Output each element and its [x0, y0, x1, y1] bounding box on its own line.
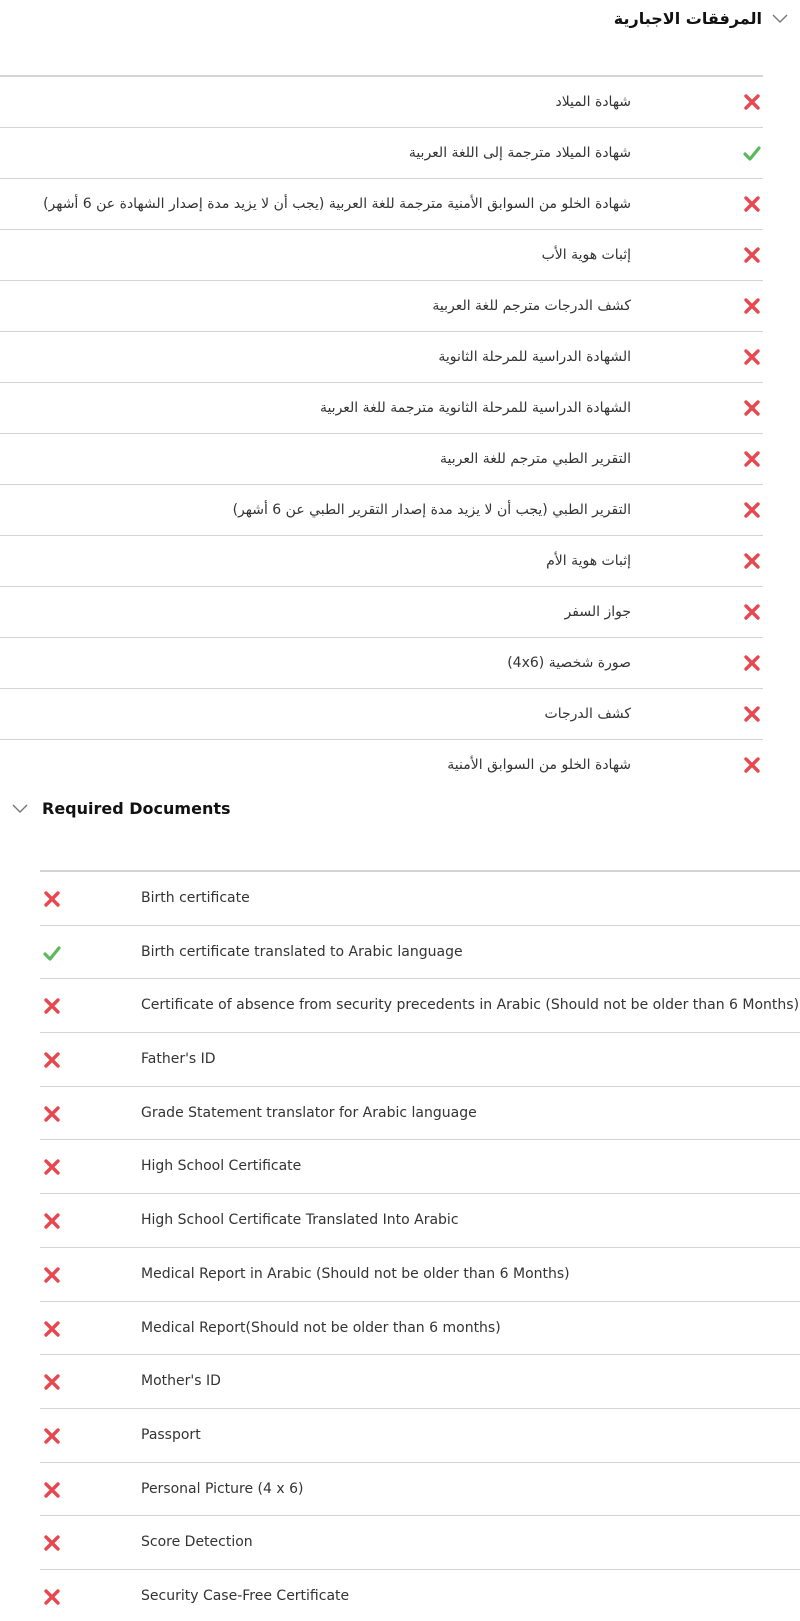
document-list-arabic: [0, 75, 763, 791]
document-label: Medical Report in Arabic (Should not be older than 6 Months): [141, 1265, 570, 1282]
cross-icon: [42, 1372, 62, 1392]
cross-icon: [742, 347, 762, 367]
document-label: صورة شخصية (4x6): [507, 655, 631, 671]
cross-icon: [742, 755, 762, 775]
list-item[interactable]: [40, 1033, 800, 1087]
document-label: Mother's ID: [141, 1373, 221, 1390]
cross-icon: [42, 1319, 62, 1339]
list-item[interactable]: [0, 281, 763, 332]
document-label: الشهادة الدراسية للمرحلة الثانوية: [438, 349, 631, 365]
document-list-english: [40, 870, 800, 1621]
cross-icon: [42, 889, 62, 909]
document-label: التقرير الطبي مترجم للغة العربية: [440, 451, 631, 467]
required-documents-section: [0, 790, 800, 1621]
chevron-down-icon[interactable]: [10, 798, 30, 818]
list-item[interactable]: [0, 638, 763, 689]
chevron-down-icon[interactable]: [770, 8, 790, 28]
document-label: الشهادة الدراسية للمرحلة الثانوية مترجمة للغة العربية: [319, 400, 631, 416]
document-label: كشف الدرجات مترجم للغة العربية: [432, 298, 631, 314]
list-item[interactable]: [40, 1409, 800, 1463]
cross-icon: [742, 245, 762, 265]
cross-icon: [42, 1533, 62, 1553]
list-item[interactable]: [0, 587, 763, 638]
cross-icon: [742, 602, 762, 622]
cross-icon: [42, 1426, 62, 1446]
list-item[interactable]: [0, 740, 763, 791]
list-item[interactable]: [0, 485, 763, 536]
cross-icon: [42, 1157, 62, 1177]
cross-icon: [742, 653, 762, 673]
section-title-english: Required Documents: [42, 798, 231, 818]
cross-icon: [742, 92, 762, 112]
list-item[interactable]: [0, 434, 763, 485]
document-label: Grade Statement translator for Arabic language: [141, 1104, 477, 1121]
cross-icon: [742, 449, 762, 469]
cross-icon: [742, 398, 762, 418]
list-item[interactable]: [40, 1463, 800, 1517]
document-label: شهادة الخلو من السوابق الأمنية مترجمة للغة العربية (يجب أن لا يزيد مدة إصدار الشهادة عن 6 أشهر): [43, 196, 631, 212]
cross-icon: [42, 1265, 62, 1285]
list-item[interactable]: [40, 1248, 800, 1302]
list-item[interactable]: [0, 230, 763, 281]
document-label: التقرير الطبي (يجب أن لا يزيد مدة إصدار التقرير الطبي عن 6 أشهر): [232, 502, 631, 518]
list-item[interactable]: [0, 128, 763, 179]
cross-icon: [742, 296, 762, 316]
document-label: Medical Report(Should not be older than 6 months): [141, 1319, 501, 1336]
cross-icon: [42, 1480, 62, 1500]
list-item[interactable]: [0, 77, 763, 128]
list-item[interactable]: [40, 1087, 800, 1141]
list-item[interactable]: [0, 179, 763, 230]
list-item[interactable]: [40, 1140, 800, 1194]
list-item[interactable]: [40, 979, 800, 1033]
document-label: High School Certificate: [141, 1158, 302, 1175]
list-item[interactable]: [40, 1516, 800, 1570]
document-label: إثبات هوية الأب: [541, 247, 631, 263]
document-label: شهادة الخلو من السوابق الأمنية: [447, 757, 631, 773]
cross-icon: [42, 1104, 62, 1124]
document-label: Birth certificate translated to Arabic language: [141, 943, 463, 960]
check-icon: [42, 943, 62, 963]
document-label: Passport: [141, 1426, 201, 1443]
document-label: Birth certificate: [141, 890, 250, 906]
list-item[interactable]: [40, 872, 800, 926]
document-label: High School Certificate Translated Into Arabic: [141, 1212, 459, 1229]
list-item[interactable]: [40, 926, 800, 980]
list-item[interactable]: [40, 1194, 800, 1248]
list-item[interactable]: [0, 383, 763, 434]
list-item[interactable]: [0, 536, 763, 587]
cross-icon: [42, 1050, 62, 1070]
document-label: كشف الدرجات: [544, 706, 631, 722]
document-label: جواز السفر: [564, 604, 631, 620]
cross-icon: [42, 996, 62, 1016]
section-header-arabic[interactable]: [614, 0, 790, 36]
document-label: Score Detection: [141, 1534, 253, 1551]
cross-icon: [42, 1587, 62, 1607]
document-label: Certificate of absence from security precedents in Arabic (Should not be older than 6 Months): [141, 997, 800, 1014]
cross-icon: [742, 551, 762, 571]
mandatory-attachments-section-arabic: [0, 0, 800, 790]
list-item[interactable]: [0, 332, 763, 383]
cross-icon: [742, 194, 762, 214]
section-title-arabic: المرفقات الاجبارية: [613, 8, 762, 28]
document-label: Personal Picture (4 x 6): [141, 1480, 304, 1497]
cross-icon: [742, 704, 762, 724]
document-label: Father's ID: [141, 1051, 216, 1068]
list-item[interactable]: [0, 689, 763, 740]
cross-icon: [42, 1211, 62, 1231]
section-header-english[interactable]: [10, 790, 231, 826]
cross-icon: [742, 500, 762, 520]
document-label: إثبات هوية الأم: [546, 553, 631, 569]
document-label: شهادة الميلاد مترجمة إلى اللغة العربية: [408, 145, 631, 161]
list-item[interactable]: [40, 1302, 800, 1356]
document-label: Security Case-Free Certificate: [141, 1587, 350, 1604]
document-label: شهادة الميلاد: [555, 94, 631, 110]
list-item[interactable]: [40, 1355, 800, 1409]
check-icon: [742, 143, 762, 163]
list-item[interactable]: [40, 1570, 800, 1621]
